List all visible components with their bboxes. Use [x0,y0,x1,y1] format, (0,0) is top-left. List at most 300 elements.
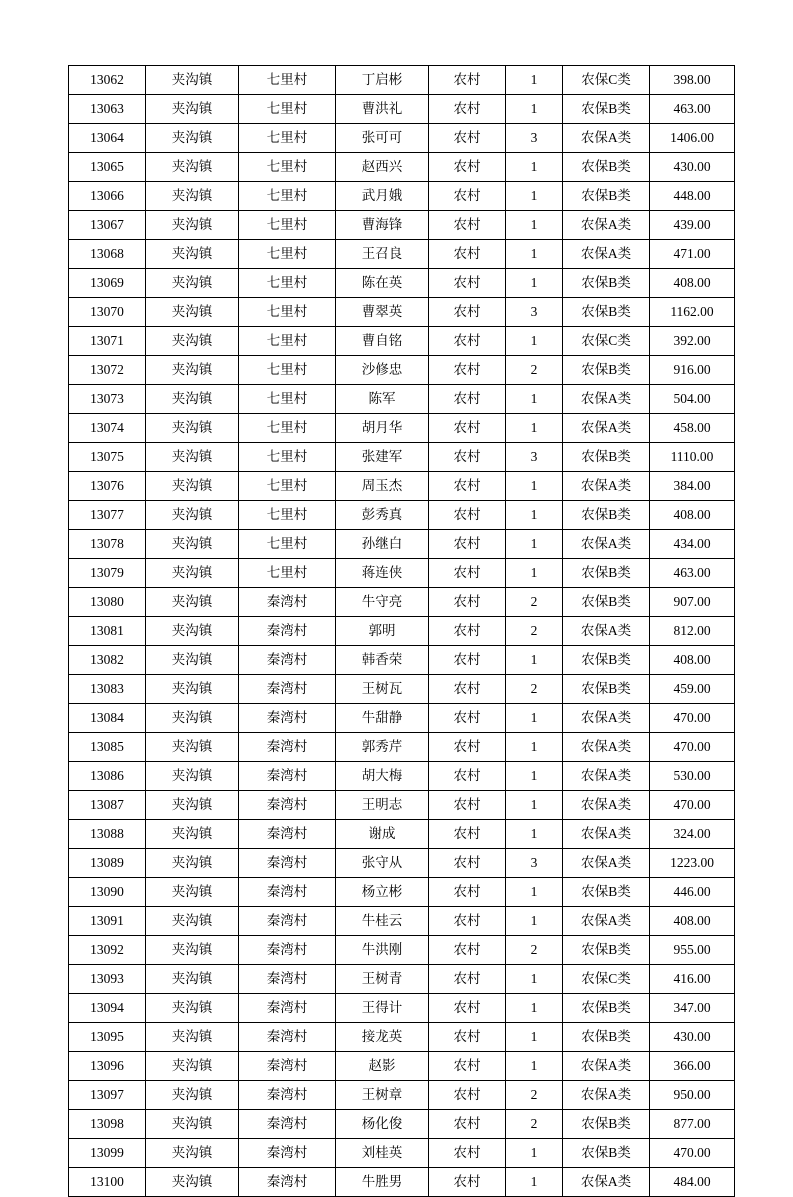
cell-amount: 324.00 [650,820,735,849]
cell-amount: 955.00 [650,936,735,965]
cell-name: 牛桂云 [336,907,429,936]
table-row [69,153,735,182]
cell-category: 农保A类 [563,385,650,414]
cell-village: 七里村 [239,124,336,153]
cell-id: 13085 [69,733,146,762]
cell-category: 农保B类 [563,182,650,211]
cell-name: 陈在英 [336,269,429,298]
table-row [69,327,735,356]
table-row [69,269,735,298]
cell-town: 夹沟镇 [146,1052,239,1081]
cell-count: 1 [506,762,563,791]
cell-count: 3 [506,298,563,327]
cell-village: 秦湾村 [239,994,336,1023]
cell-village: 七里村 [239,472,336,501]
cell-name: 张可可 [336,124,429,153]
cell-category: 农保B类 [563,646,650,675]
cell-type: 农村 [429,965,506,994]
cell-amount: 434.00 [650,530,735,559]
cell-count: 2 [506,675,563,704]
cell-category: 农保B类 [563,878,650,907]
cell-town: 夹沟镇 [146,849,239,878]
cell-name: 丁启彬 [336,66,429,95]
cell-name: 曹自铭 [336,327,429,356]
cell-category: 农保C类 [563,327,650,356]
cell-type: 农村 [429,124,506,153]
cell-id: 13072 [69,356,146,385]
table-row [69,878,735,907]
cell-town: 夹沟镇 [146,327,239,356]
cell-count: 1 [506,530,563,559]
cell-type: 农村 [429,1081,506,1110]
cell-count: 2 [506,588,563,617]
table-row [69,1081,735,1110]
cell-type: 农村 [429,791,506,820]
cell-category: 农保B类 [563,356,650,385]
cell-amount: 458.00 [650,414,735,443]
cell-id: 13093 [69,965,146,994]
cell-town: 夹沟镇 [146,878,239,907]
table-row [69,936,735,965]
cell-village: 七里村 [239,327,336,356]
cell-amount: 366.00 [650,1052,735,1081]
cell-village: 七里村 [239,211,336,240]
cell-count: 1 [506,965,563,994]
cell-category: 农保C类 [563,965,650,994]
cell-town: 夹沟镇 [146,1139,239,1168]
cell-type: 农村 [429,675,506,704]
cell-type: 农村 [429,617,506,646]
cell-name: 沙修忠 [336,356,429,385]
cell-id: 13084 [69,704,146,733]
cell-id: 13088 [69,820,146,849]
cell-type: 农村 [429,530,506,559]
cell-village: 秦湾村 [239,1023,336,1052]
table-row [69,849,735,878]
cell-type: 农村 [429,66,506,95]
cell-name: 曹海锋 [336,211,429,240]
cell-amount: 812.00 [650,617,735,646]
cell-id: 13062 [69,66,146,95]
cell-type: 农村 [429,559,506,588]
cell-amount: 1223.00 [650,849,735,878]
cell-village: 七里村 [239,501,336,530]
cell-town: 夹沟镇 [146,791,239,820]
cell-town: 夹沟镇 [146,182,239,211]
table-row [69,298,735,327]
table-row [69,182,735,211]
cell-id: 13091 [69,907,146,936]
cell-category: 农保A类 [563,414,650,443]
cell-amount: 907.00 [650,588,735,617]
cell-village: 秦湾村 [239,646,336,675]
table-row [69,646,735,675]
cell-amount: 430.00 [650,1023,735,1052]
cell-village: 秦湾村 [239,617,336,646]
cell-category: 农保A类 [563,530,650,559]
cell-category: 农保A类 [563,820,650,849]
cell-type: 农村 [429,878,506,907]
table-row [69,907,735,936]
cell-category: 农保A类 [563,907,650,936]
cell-village: 七里村 [239,559,336,588]
cell-type: 农村 [429,269,506,298]
cell-village: 秦湾村 [239,733,336,762]
table-row [69,66,735,95]
cell-count: 1 [506,66,563,95]
cell-amount: 470.00 [650,733,735,762]
cell-name: 蒋连侠 [336,559,429,588]
cell-count: 1 [506,878,563,907]
cell-category: 农保B类 [563,936,650,965]
table-row [69,1139,735,1168]
cell-village: 秦湾村 [239,588,336,617]
cell-village: 秦湾村 [239,1110,336,1139]
cell-id: 13070 [69,298,146,327]
cell-category: 农保B类 [563,559,650,588]
cell-count: 1 [506,501,563,530]
cell-village: 秦湾村 [239,820,336,849]
cell-amount: 392.00 [650,327,735,356]
cell-id: 13067 [69,211,146,240]
cell-name: 郭明 [336,617,429,646]
cell-id: 13068 [69,240,146,269]
cell-id: 13081 [69,617,146,646]
cell-village: 秦湾村 [239,936,336,965]
cell-town: 夹沟镇 [146,588,239,617]
subsidy-table [68,65,735,1197]
cell-name: 谢成 [336,820,429,849]
cell-amount: 1110.00 [650,443,735,472]
cell-town: 夹沟镇 [146,240,239,269]
cell-amount: 470.00 [650,1139,735,1168]
table-row [69,356,735,385]
table-row [69,559,735,588]
cell-village: 秦湾村 [239,1081,336,1110]
cell-name: 胡月华 [336,414,429,443]
cell-category: 农保B类 [563,153,650,182]
cell-amount: 877.00 [650,1110,735,1139]
cell-name: 张守从 [336,849,429,878]
cell-count: 1 [506,820,563,849]
cell-category: 农保A类 [563,762,650,791]
cell-type: 农村 [429,211,506,240]
cell-category: 农保A类 [563,124,650,153]
cell-category: 农保A类 [563,472,650,501]
cell-town: 夹沟镇 [146,211,239,240]
cell-town: 夹沟镇 [146,443,239,472]
cell-id: 13063 [69,95,146,124]
cell-town: 夹沟镇 [146,472,239,501]
cell-id: 13086 [69,762,146,791]
cell-town: 夹沟镇 [146,153,239,182]
cell-count: 1 [506,240,563,269]
cell-count: 2 [506,1081,563,1110]
cell-name: 彭秀真 [336,501,429,530]
cell-id: 13083 [69,675,146,704]
cell-town: 夹沟镇 [146,1110,239,1139]
cell-count: 1 [506,733,563,762]
cell-category: 农保C类 [563,66,650,95]
cell-amount: 916.00 [650,356,735,385]
cell-amount: 1162.00 [650,298,735,327]
cell-village: 七里村 [239,530,336,559]
cell-count: 1 [506,791,563,820]
cell-count: 1 [506,1168,563,1197]
cell-type: 农村 [429,588,506,617]
table-row [69,1168,735,1197]
table-row [69,994,735,1023]
cell-count: 1 [506,472,563,501]
cell-name: 王树瓦 [336,675,429,704]
cell-count: 1 [506,559,563,588]
cell-amount: 408.00 [650,269,735,298]
cell-type: 农村 [429,327,506,356]
cell-count: 3 [506,124,563,153]
cell-count: 1 [506,907,563,936]
cell-count: 3 [506,849,563,878]
cell-type: 农村 [429,501,506,530]
cell-village: 七里村 [239,356,336,385]
cell-village: 秦湾村 [239,878,336,907]
cell-village: 秦湾村 [239,1168,336,1197]
cell-id: 13069 [69,269,146,298]
cell-village: 秦湾村 [239,1052,336,1081]
cell-name: 赵西兴 [336,153,429,182]
cell-amount: 459.00 [650,675,735,704]
cell-amount: 408.00 [650,501,735,530]
table-row [69,530,735,559]
cell-id: 13076 [69,472,146,501]
cell-type: 农村 [429,907,506,936]
cell-count: 1 [506,646,563,675]
cell-id: 13095 [69,1023,146,1052]
cell-type: 农村 [429,704,506,733]
cell-id: 13089 [69,849,146,878]
cell-village: 七里村 [239,95,336,124]
table-row [69,588,735,617]
cell-name: 王得计 [336,994,429,1023]
table-row [69,733,735,762]
cell-id: 13082 [69,646,146,675]
cell-id: 13071 [69,327,146,356]
cell-id: 13097 [69,1081,146,1110]
cell-town: 夹沟镇 [146,936,239,965]
cell-id: 13066 [69,182,146,211]
cell-type: 农村 [429,356,506,385]
cell-village: 秦湾村 [239,762,336,791]
cell-id: 13092 [69,936,146,965]
cell-category: 农保B类 [563,588,650,617]
cell-name: 王明志 [336,791,429,820]
cell-town: 夹沟镇 [146,501,239,530]
table-row [69,240,735,269]
cell-name: 刘桂英 [336,1139,429,1168]
cell-category: 农保A类 [563,849,650,878]
cell-amount: 463.00 [650,95,735,124]
table-row [69,414,735,443]
cell-count: 1 [506,1052,563,1081]
cell-town: 夹沟镇 [146,617,239,646]
cell-village: 秦湾村 [239,791,336,820]
cell-village: 七里村 [239,414,336,443]
cell-type: 农村 [429,385,506,414]
cell-category: 农保A类 [563,617,650,646]
table-row [69,791,735,820]
cell-count: 1 [506,385,563,414]
cell-id: 13099 [69,1139,146,1168]
table-row [69,385,735,414]
cell-town: 夹沟镇 [146,675,239,704]
cell-id: 13065 [69,153,146,182]
table-row [69,965,735,994]
cell-amount: 430.00 [650,153,735,182]
cell-type: 农村 [429,733,506,762]
cell-category: 农保B类 [563,269,650,298]
cell-name: 孙继白 [336,530,429,559]
cell-amount: 950.00 [650,1081,735,1110]
cell-count: 1 [506,704,563,733]
cell-town: 夹沟镇 [146,646,239,675]
cell-village: 秦湾村 [239,704,336,733]
cell-amount: 470.00 [650,791,735,820]
cell-id: 13087 [69,791,146,820]
cell-town: 夹沟镇 [146,1168,239,1197]
cell-count: 2 [506,617,563,646]
cell-village: 七里村 [239,269,336,298]
cell-village: 秦湾村 [239,849,336,878]
cell-category: 农保A类 [563,791,650,820]
cell-village: 七里村 [239,443,336,472]
cell-name: 牛胜男 [336,1168,429,1197]
cell-category: 农保A类 [563,733,650,762]
cell-type: 农村 [429,849,506,878]
cell-town: 夹沟镇 [146,907,239,936]
cell-amount: 504.00 [650,385,735,414]
cell-id: 13090 [69,878,146,907]
cell-id: 13075 [69,443,146,472]
cell-village: 七里村 [239,385,336,414]
cell-town: 夹沟镇 [146,414,239,443]
cell-count: 1 [506,1139,563,1168]
table-row [69,472,735,501]
table-row [69,211,735,240]
cell-name: 陈军 [336,385,429,414]
cell-village: 七里村 [239,240,336,269]
cell-name: 韩香荣 [336,646,429,675]
cell-category: 农保A类 [563,240,650,269]
cell-category: 农保B类 [563,443,650,472]
cell-amount: 408.00 [650,907,735,936]
cell-village: 七里村 [239,182,336,211]
table-body [69,66,735,1197]
cell-name: 周玉杰 [336,472,429,501]
cell-id: 13064 [69,124,146,153]
cell-count: 2 [506,936,563,965]
cell-count: 2 [506,356,563,385]
cell-amount: 530.00 [650,762,735,791]
cell-category: 农保A类 [563,1168,650,1197]
cell-name: 接龙英 [336,1023,429,1052]
cell-village: 七里村 [239,298,336,327]
cell-village: 秦湾村 [239,965,336,994]
cell-category: 农保B类 [563,1023,650,1052]
cell-town: 夹沟镇 [146,762,239,791]
cell-town: 夹沟镇 [146,820,239,849]
cell-town: 夹沟镇 [146,66,239,95]
cell-count: 2 [506,1110,563,1139]
cell-village: 秦湾村 [239,1139,336,1168]
cell-name: 郭秀芹 [336,733,429,762]
table-row [69,1110,735,1139]
cell-type: 农村 [429,182,506,211]
cell-name: 武月娥 [336,182,429,211]
cell-type: 农村 [429,414,506,443]
cell-count: 1 [506,414,563,443]
cell-village: 七里村 [239,66,336,95]
cell-town: 夹沟镇 [146,994,239,1023]
cell-town: 夹沟镇 [146,559,239,588]
cell-amount: 384.00 [650,472,735,501]
cell-type: 农村 [429,646,506,675]
cell-amount: 448.00 [650,182,735,211]
cell-id: 13080 [69,588,146,617]
cell-type: 农村 [429,1052,506,1081]
cell-type: 农村 [429,994,506,1023]
cell-type: 农村 [429,936,506,965]
table-row [69,124,735,153]
cell-id: 13098 [69,1110,146,1139]
cell-id: 13078 [69,530,146,559]
cell-count: 1 [506,211,563,240]
cell-type: 农村 [429,443,506,472]
cell-count: 3 [506,443,563,472]
cell-id: 13100 [69,1168,146,1197]
cell-type: 农村 [429,1110,506,1139]
cell-category: 农保B类 [563,95,650,124]
cell-type: 农村 [429,298,506,327]
cell-count: 1 [506,994,563,1023]
cell-village: 秦湾村 [239,675,336,704]
cell-type: 农村 [429,472,506,501]
cell-name: 曹洪礼 [336,95,429,124]
cell-name: 杨化俊 [336,1110,429,1139]
cell-count: 1 [506,327,563,356]
table-row [69,1052,735,1081]
cell-name: 王召良 [336,240,429,269]
table-row [69,95,735,124]
cell-name: 曹翠英 [336,298,429,327]
cell-amount: 446.00 [650,878,735,907]
cell-name: 胡大梅 [336,762,429,791]
cell-category: 农保B类 [563,1139,650,1168]
table-row [69,443,735,472]
cell-category: 农保B类 [563,1110,650,1139]
table-row [69,704,735,733]
cell-name: 王树章 [336,1081,429,1110]
cell-amount: 484.00 [650,1168,735,1197]
cell-type: 农村 [429,1168,506,1197]
cell-id: 13074 [69,414,146,443]
cell-amount: 398.00 [650,66,735,95]
cell-town: 夹沟镇 [146,95,239,124]
cell-amount: 463.00 [650,559,735,588]
cell-town: 夹沟镇 [146,124,239,153]
cell-amount: 470.00 [650,704,735,733]
cell-type: 农村 [429,1023,506,1052]
cell-count: 1 [506,153,563,182]
cell-type: 农村 [429,153,506,182]
